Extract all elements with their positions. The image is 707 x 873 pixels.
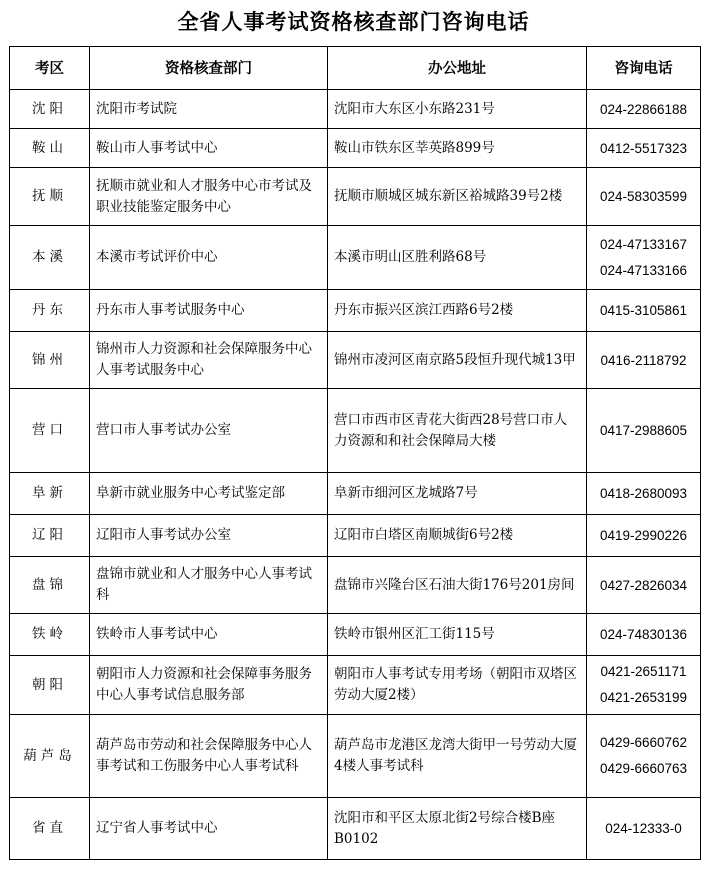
addr-cell: 本溪市明山区胜利路68号	[328, 226, 587, 290]
area-cell: 锦州	[10, 332, 90, 389]
header-row	[10, 47, 701, 90]
area-cell: 抚顺	[10, 168, 90, 226]
dept-cell: 锦州市人力资源和社会保障服务中心人事考试服务中心	[90, 332, 328, 389]
addr-cell: 沈阳市和平区太原北街2号综合楼B座B0102	[328, 798, 587, 860]
table-row	[10, 656, 701, 715]
area-cell: 阜新	[10, 473, 90, 515]
phone-number: 024-47133167	[599, 236, 688, 252]
table-row	[10, 389, 701, 473]
tel-cell	[587, 332, 701, 389]
area-cell: 本溪	[10, 226, 90, 290]
phone-number: 024-12333-0	[605, 821, 682, 836]
area-cell: 营口	[10, 389, 90, 473]
area-cell: 辽阳	[10, 515, 90, 557]
area-cell: 鞍山	[10, 129, 90, 168]
phone-number: 0421-2651171	[600, 664, 687, 679]
dept-cell: 辽阳市人事考试办公室	[90, 515, 328, 557]
tel-cell	[587, 226, 701, 290]
tel-cell	[587, 90, 701, 129]
header-tel: 咨询电话	[587, 47, 701, 90]
phone-number: 024-22866188	[599, 101, 688, 117]
dept-cell: 阜新市就业服务中心考试鉴定部	[90, 473, 328, 515]
header-dept: 资格核查部门	[90, 47, 328, 90]
addr-cell: 盘锦市兴隆台区石油大街176号201房间	[328, 557, 587, 614]
dept-cell: 本溪市考试评价中心	[90, 226, 328, 290]
area-cell: 盘锦	[10, 557, 90, 614]
addr-cell: 丹东市振兴区滨江西路6号2楼	[328, 290, 587, 332]
table-row	[10, 515, 701, 557]
tel-cell	[587, 614, 701, 656]
phone-number: 0419-2990226	[599, 528, 688, 543]
header-addr: 办公地址	[328, 47, 587, 90]
dept-cell: 葫芦岛市劳动和社会保障服务中心人事考试和工伤服务中心人事考试科	[90, 715, 328, 798]
tel-cell	[587, 168, 701, 226]
table-row	[10, 332, 701, 389]
table-row	[10, 168, 701, 226]
table-row	[10, 798, 701, 860]
addr-cell: 沈阳市大东区小东路231号	[328, 90, 587, 129]
contact-table	[9, 46, 701, 860]
addr-cell: 阜新市细河区龙城路7号	[328, 473, 587, 515]
dept-cell: 丹东市人事考试服务中心	[90, 290, 328, 332]
phone-number: 0415-3105861	[599, 303, 688, 318]
phone-number: 0417-2988605	[599, 423, 688, 438]
header-area: 考区	[10, 47, 90, 90]
table-row	[10, 614, 701, 656]
phone-number: 0427-2826034	[599, 577, 688, 593]
area-cell: 沈阳	[10, 90, 90, 129]
dept-cell: 盘锦市就业和人才服务中心人事考试科	[90, 557, 328, 614]
phone-number: 024-74830136	[599, 627, 688, 642]
tel-cell	[587, 473, 701, 515]
phone-number: 0418-2680093	[599, 486, 688, 501]
addr-cell: 锦州市凌河区南京路5段恒升现代城13甲	[328, 332, 587, 389]
phone-number: 0429-6660763	[599, 761, 688, 776]
dept-cell: 鞍山市人事考试中心	[90, 129, 328, 168]
phone-number: 0416-2118792	[600, 352, 687, 368]
tel-cell	[587, 798, 701, 860]
dept-cell: 朝阳市人力资源和社会保障事务服务中心人事考试信息服务部	[90, 656, 328, 715]
tel-cell	[587, 515, 701, 557]
area-cell: 铁岭	[10, 614, 90, 656]
dept-cell: 辽宁省人事考试中心	[90, 798, 328, 860]
tel-cell	[587, 290, 701, 332]
table-row	[10, 90, 701, 129]
tel-cell	[587, 656, 701, 715]
phone-number: 024-47133166	[599, 262, 688, 278]
area-cell: 省直	[10, 798, 90, 860]
addr-cell: 鞍山市铁东区莘英路899号	[328, 129, 587, 168]
addr-cell: 铁岭市银州区汇工街115号	[328, 614, 587, 656]
area-cell: 丹东	[10, 290, 90, 332]
phone-number: 0421-2653199	[599, 690, 688, 705]
addr-cell: 朝阳市人事考试专用考场（朝阳市双塔区劳动大厦2楼）	[328, 656, 587, 715]
table-row	[10, 715, 701, 798]
tel-cell	[587, 715, 701, 798]
addr-cell: 营口市西市区青花大街西28号营口市人力资源和和社会保障局大楼	[328, 389, 587, 473]
phone-number: 0429-6660762	[599, 735, 688, 750]
phone-number: 0412-5517323	[599, 140, 688, 156]
addr-cell: 葫芦岛市龙港区龙湾大街甲一号劳动大厦4楼人事考试科	[328, 715, 587, 798]
table-row	[10, 226, 701, 290]
table-row	[10, 473, 701, 515]
tel-cell	[587, 557, 701, 614]
addr-cell: 抚顺市顺城区城东新区裕城路39号2楼	[328, 168, 587, 226]
addr-cell: 辽阳市白塔区南顺城街6号2楼	[328, 515, 587, 557]
tel-cell	[587, 389, 701, 473]
phone-number: 024-58303599	[599, 189, 688, 204]
tel-cell	[587, 129, 701, 168]
area-cell: 葫芦岛	[10, 715, 90, 798]
area-cell: 朝阳	[10, 656, 90, 715]
table-row	[10, 290, 701, 332]
page-title: 全省人事考试资格核查部门咨询电话	[177, 9, 530, 34]
dept-cell: 抚顺市就业和人才服务中心市考试及职业技能鉴定服务中心	[90, 168, 328, 226]
table-row	[10, 129, 701, 168]
dept-cell: 沈阳市考试院	[90, 90, 328, 129]
table-row	[10, 557, 701, 614]
dept-cell: 营口市人事考试办公室	[90, 389, 328, 473]
dept-cell: 铁岭市人事考试中心	[90, 614, 328, 656]
